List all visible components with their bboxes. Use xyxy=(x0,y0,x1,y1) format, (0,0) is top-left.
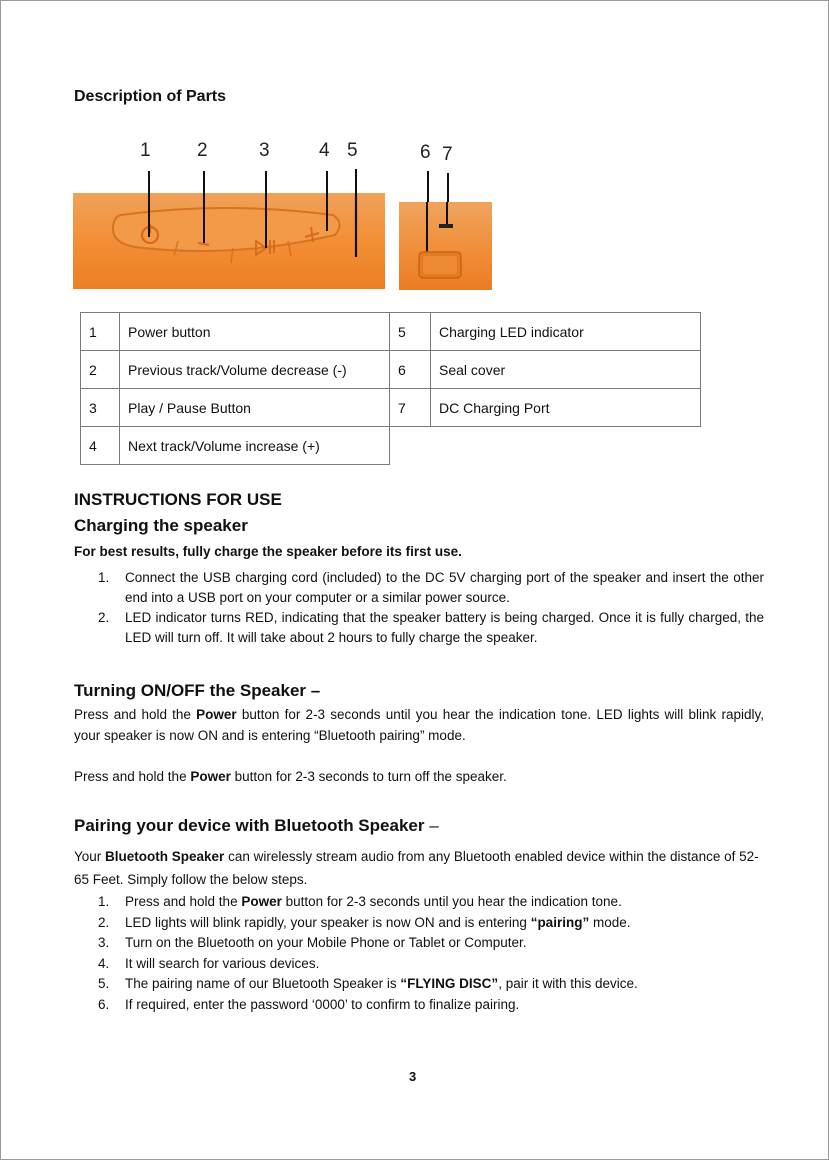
bold-text: Power xyxy=(190,769,231,784)
list-text: LED indicator turns RED, indicating that the speaker battery is being charged. Once it is fully charged, the LED will turn off. It will take about 2 hours to fully charge the speaker. xyxy=(125,610,764,645)
charging-heading: Charging the speaker xyxy=(74,516,248,535)
part-label: Next track/Volume increase (+) xyxy=(120,427,390,465)
callout-line-2 xyxy=(203,171,205,193)
pairing-heading-dash: – xyxy=(424,816,439,835)
charging-steps-list xyxy=(98,568,764,648)
turning-heading: Turning ON/OFF the Speaker – xyxy=(74,681,321,700)
page-number: 3 xyxy=(409,1069,417,1084)
callout-line-3 xyxy=(265,171,267,193)
callout-1: 1 xyxy=(140,140,151,161)
list-number: 2. xyxy=(98,610,110,625)
list-text: Press and hold the Power button for 2-3 seconds until you hear the indication tone. xyxy=(125,894,622,909)
callout-line-1 xyxy=(148,171,150,193)
text-span: button for 2-3 seconds until you hear the indication tone. LED lights will blink rapidly, your speaker is now ON and is entering “Bluetooth pairing” mode. xyxy=(74,707,764,743)
text-span: button for 2-3 seconds to turn off the speaker. xyxy=(230,769,507,784)
table-row xyxy=(81,389,701,427)
callout-2: 2 xyxy=(197,140,208,161)
part-label: Seal cover xyxy=(431,351,701,389)
list-text: Turn on the Bluetooth on your Mobile Phone or Tablet or Computer. xyxy=(125,935,527,951)
list-item xyxy=(98,954,764,975)
turning-paragraph-1 xyxy=(74,704,764,746)
list-text: Connect the USB charging cord (included) to the DC 5V charging port of the speaker and insert the other end into a USB port on your computer or a similar power source. xyxy=(125,570,764,605)
parts-table xyxy=(80,312,701,465)
part-number: 5 xyxy=(390,313,431,351)
part-label: DC Charging Port xyxy=(431,389,701,427)
text-span: Press and hold the xyxy=(74,707,197,722)
bold-text: Bluetooth Speaker xyxy=(105,849,225,864)
callout-4: 4 xyxy=(319,140,330,161)
list-text: If required, enter the password ‘0000’ to confirm to finalize pairing. xyxy=(125,996,520,1012)
pairing-heading-text: Pairing your device with Bluetooth Speaker xyxy=(74,816,425,835)
list-item xyxy=(98,974,764,995)
list-number: 3. xyxy=(98,935,110,951)
description-heading: Description of Parts xyxy=(74,88,227,105)
part-number: 7 xyxy=(390,389,431,427)
text-span: Your xyxy=(74,849,106,864)
pairing-heading xyxy=(74,816,439,836)
instructions-heading: INSTRUCTIONS FOR USE xyxy=(74,490,282,509)
text-span: can wirelessly stream audio from any Bluetooth enabled device within the distance of 52-65 Feet. Simply follow the below steps. xyxy=(74,849,759,887)
empty-cell xyxy=(390,427,701,465)
part-number: 6 xyxy=(390,351,431,389)
list-item xyxy=(98,608,764,648)
callout-line-7 xyxy=(447,173,449,202)
callout-5: 5 xyxy=(347,140,358,161)
callout-line-4 xyxy=(326,171,328,193)
part-number: 2 xyxy=(81,351,120,389)
text-span: Press and hold the xyxy=(74,769,191,784)
list-text: LED lights will blink rapidly, your speaker is now ON and is entering “pairing” mode. xyxy=(125,914,631,930)
table-row xyxy=(81,313,701,351)
list-item xyxy=(98,568,764,608)
callout-6: 6 xyxy=(420,142,431,163)
list-text: It will search for various devices. xyxy=(125,955,320,971)
callout-7: 7 xyxy=(442,144,453,165)
list-number: 4. xyxy=(98,955,110,971)
part-number: 1 xyxy=(81,313,120,351)
part-number: 4 xyxy=(81,427,120,465)
pairing-intro xyxy=(74,845,764,891)
list-number: 6. xyxy=(98,996,110,1012)
list-item xyxy=(98,933,764,954)
list-item xyxy=(98,892,764,913)
bold-text: Power xyxy=(196,707,237,722)
list-number: 5. xyxy=(98,976,110,992)
list-text: The pairing name of our Bluetooth Speaker is “FLYING DISC”, pair it with this device. xyxy=(125,976,638,992)
part-label: Charging LED indicator xyxy=(431,313,701,351)
callout-3: 3 xyxy=(259,140,270,161)
list-number: 1. xyxy=(98,570,110,585)
list-number: 1. xyxy=(98,894,110,909)
part-label: Previous track/Volume decrease (-) xyxy=(120,351,390,389)
turning-paragraph-2 xyxy=(74,766,764,787)
charging-port-photo xyxy=(399,202,492,290)
list-item xyxy=(98,995,764,1016)
callout-line-6 xyxy=(427,171,429,202)
table-row xyxy=(81,427,701,465)
pairing-steps-list xyxy=(98,892,764,1016)
speaker-buttons-photo xyxy=(73,193,385,289)
part-label: Play / Pause Button xyxy=(120,389,390,427)
table-row xyxy=(81,351,701,389)
best-results-note: For best results, fully charge the speaker before its first use. xyxy=(74,544,462,559)
callout-line-5 xyxy=(355,169,357,193)
part-number: 3 xyxy=(81,389,120,427)
part-label: Power button xyxy=(120,313,390,351)
list-number: 2. xyxy=(98,914,110,930)
list-item xyxy=(98,913,764,934)
